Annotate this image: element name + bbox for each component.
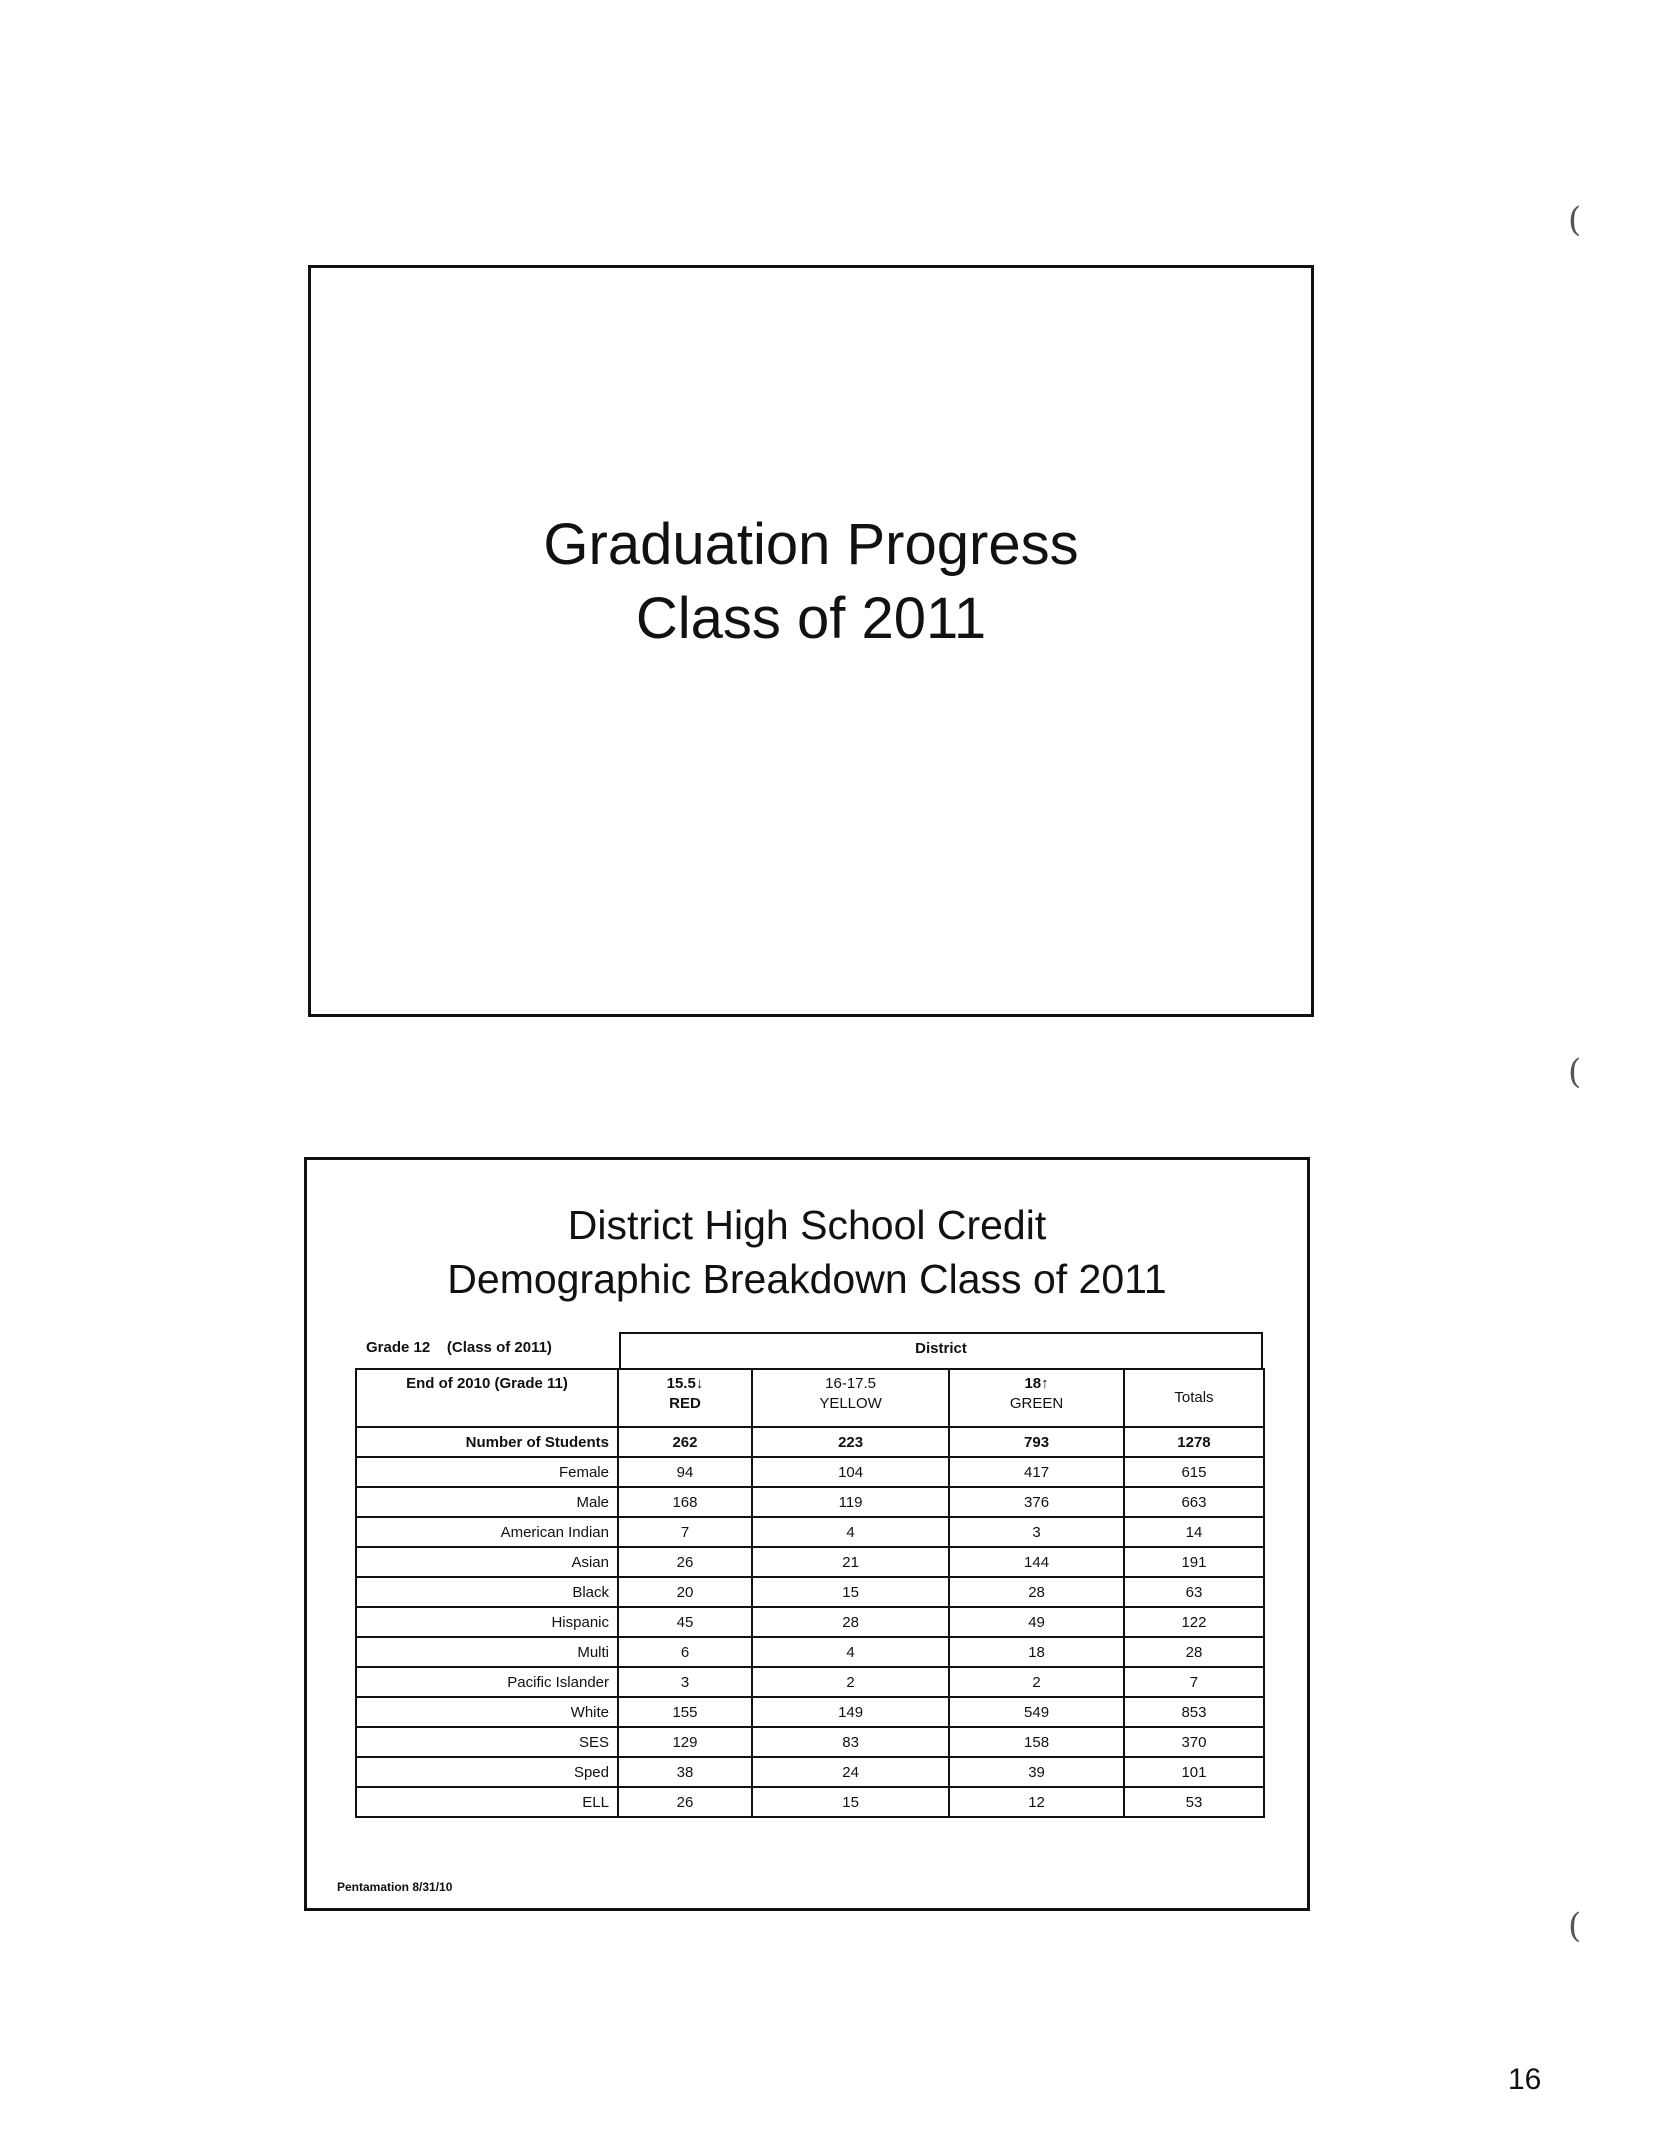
table-row <box>356 1547 1264 1577</box>
table-cell: 262 <box>618 1427 752 1457</box>
table-cell: 376 <box>949 1487 1124 1517</box>
column-header-bottom: YELLOW <box>819 1395 882 1412</box>
row-label: Black <box>356 1577 618 1607</box>
table-cell: 6 <box>618 1637 752 1667</box>
table-cell: 853 <box>1124 1697 1264 1727</box>
table-cell: 21 <box>752 1547 949 1577</box>
column-header-bottom: RED <box>669 1395 701 1412</box>
table-cell: 663 <box>1124 1487 1264 1517</box>
table-cell: 3 <box>949 1517 1124 1547</box>
table-cell: 370 <box>1124 1727 1264 1757</box>
title-line-2: Class of 2011 <box>635 586 987 651</box>
table-cell: 101 <box>1124 1757 1264 1787</box>
table-cell: 144 <box>949 1547 1124 1577</box>
table-cell: 39 <box>949 1757 1124 1787</box>
table-cell: 129 <box>618 1727 752 1757</box>
corner-header: End of 2010 (Grade 11) <box>356 1369 618 1427</box>
table-row <box>356 1427 1264 1457</box>
table-cell: 549 <box>949 1697 1124 1727</box>
table-row <box>356 1607 1264 1637</box>
table-cell: 12 <box>949 1787 1124 1817</box>
margin-mark: ( <box>1568 1906 1582 1946</box>
column-header-top: 15.5↓ <box>666 1375 704 1392</box>
table-cell: 15 <box>752 1577 949 1607</box>
row-label: Female <box>356 1457 618 1487</box>
row-label: Pacific Islander <box>356 1667 618 1697</box>
table-cell: 3 <box>618 1667 752 1697</box>
title-line-2: Demographic Breakdown Class of 2011 <box>447 1256 1167 1302</box>
table-cell: 28 <box>752 1607 949 1637</box>
table-cell: 4 <box>752 1637 949 1667</box>
table-row <box>356 1577 1264 1607</box>
column-header-top: 16-17.5 <box>825 1375 877 1392</box>
margin-mark: ( <box>1568 1052 1582 1092</box>
table-cell: 26 <box>618 1787 752 1817</box>
column-header-totals: Totals <box>1124 1369 1264 1427</box>
column-header-top: 18↑ <box>1024 1375 1049 1392</box>
table-cell: 104 <box>752 1457 949 1487</box>
column-header-green <box>949 1369 1124 1427</box>
slide-title <box>307 1198 1307 1306</box>
row-label: ELL <box>356 1787 618 1817</box>
row-label: SES <box>356 1727 618 1757</box>
table-row <box>356 1457 1264 1487</box>
table-cell: 119 <box>752 1487 949 1517</box>
table-cell: 26 <box>618 1547 752 1577</box>
table-cell: 2 <box>752 1667 949 1697</box>
source-note: Pentamation 8/31/10 <box>337 1880 453 1894</box>
table-cell: 149 <box>752 1697 949 1727</box>
table-row <box>356 1637 1264 1667</box>
table-cell: 24 <box>752 1757 949 1787</box>
table-cell: 49 <box>949 1607 1124 1637</box>
table-cell: 4 <box>752 1517 949 1547</box>
title-line-1: Graduation Progress <box>543 512 1079 577</box>
slide-title <box>311 508 1311 656</box>
table-cell: 615 <box>1124 1457 1264 1487</box>
table-cell: 7 <box>618 1517 752 1547</box>
table-row <box>356 1727 1264 1757</box>
table-cell: 14 <box>1124 1517 1264 1547</box>
grade-label: Grade 12 (Class of 2011) <box>366 1339 552 1356</box>
row-label: Hispanic <box>356 1607 618 1637</box>
table-cell: 94 <box>618 1457 752 1487</box>
credit-table <box>355 1368 1265 1818</box>
row-label: Number of Students <box>356 1427 618 1457</box>
table-cell: 53 <box>1124 1787 1264 1817</box>
row-label: American Indian <box>356 1517 618 1547</box>
table-row <box>356 1517 1264 1547</box>
table-cell: 223 <box>752 1427 949 1457</box>
slide-graduation-progress <box>308 265 1314 1017</box>
table-cell: 793 <box>949 1427 1124 1457</box>
title-line-1: District High School Credit <box>567 1202 1047 1248</box>
table-cell: 155 <box>618 1697 752 1727</box>
table-cell: 83 <box>752 1727 949 1757</box>
table-row <box>356 1757 1264 1787</box>
row-label: Male <box>356 1487 618 1517</box>
table-cell: 18 <box>949 1637 1124 1667</box>
page-number: 16 <box>1508 2063 1542 2096</box>
table-header-row <box>356 1369 1264 1427</box>
district-header: District <box>619 1332 1263 1368</box>
column-header-red <box>618 1369 752 1427</box>
table-cell: 168 <box>618 1487 752 1517</box>
column-header-bottom: GREEN <box>1009 1395 1064 1412</box>
table-cell: 2 <box>949 1667 1124 1697</box>
table-row <box>356 1787 1264 1817</box>
slide-demographic-breakdown <box>304 1157 1310 1911</box>
table-body <box>356 1427 1264 1817</box>
table-cell: 38 <box>618 1757 752 1787</box>
table-cell: 28 <box>1124 1637 1264 1667</box>
table-cell: 122 <box>1124 1607 1264 1637</box>
row-label: Multi <box>356 1637 618 1667</box>
table-row <box>356 1697 1264 1727</box>
row-label: White <box>356 1697 618 1727</box>
table-row <box>356 1487 1264 1517</box>
table-row <box>356 1667 1264 1697</box>
table-cell: 158 <box>949 1727 1124 1757</box>
table-cell: 1278 <box>1124 1427 1264 1457</box>
row-label: Asian <box>356 1547 618 1577</box>
table-cell: 417 <box>949 1457 1124 1487</box>
table-cell: 45 <box>618 1607 752 1637</box>
table-cell: 63 <box>1124 1577 1264 1607</box>
table-cell: 191 <box>1124 1547 1264 1577</box>
column-header-yellow <box>752 1369 949 1427</box>
table-cell: 20 <box>618 1577 752 1607</box>
margin-mark: ( <box>1568 200 1582 240</box>
table-cell: 7 <box>1124 1667 1264 1697</box>
table-cell: 28 <box>949 1577 1124 1607</box>
row-label: Sped <box>356 1757 618 1787</box>
table-cell: 15 <box>752 1787 949 1817</box>
